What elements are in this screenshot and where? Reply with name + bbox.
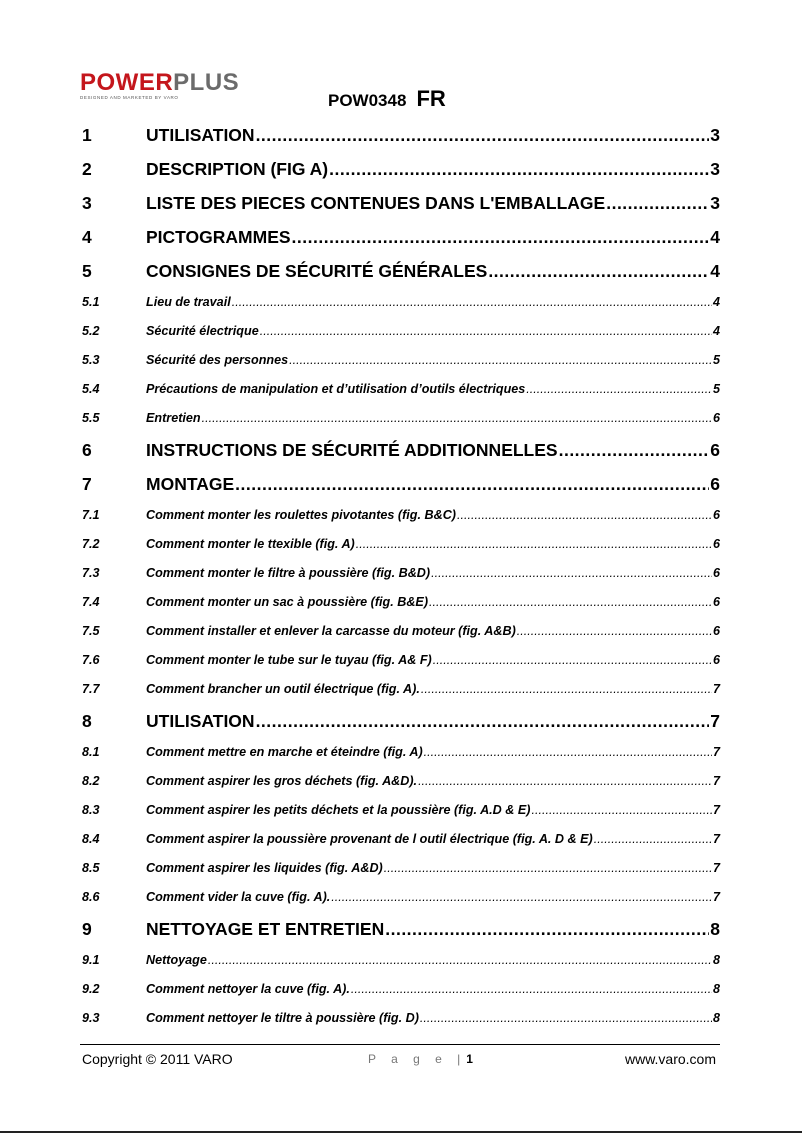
toc-entry-page: 3 [710,125,720,145]
toc-entry-section[interactable] [82,433,720,467]
toc-entry-leader [594,825,712,854]
toc-entry-page: 6 [712,566,720,580]
toc-entry-subsection[interactable] [82,501,720,530]
table-of-contents [82,118,722,1033]
toc-entry-number: 4 [82,227,92,247]
page-header [80,69,720,112]
toc-entry-title: CONSIGNES DE SÉCURITÉ GÉNÉRALES [146,261,488,281]
page-separator: | [457,1052,467,1066]
toc-entry-subsection[interactable] [82,675,720,704]
toc-entry-section[interactable] [82,704,720,738]
toc-entry-number: 7.1 [82,508,100,522]
toc-entry-leader [384,854,712,883]
toc-entry-section[interactable] [82,118,720,152]
toc-entry-number: 6 [82,440,92,460]
toc-entry-leader [559,433,710,467]
toc-entry-title: UTILISATION [146,711,255,731]
toc-entry-title: Comment monter le filtre à poussière (fig. B&D) [146,566,431,580]
toc-entry-title: Sécurité électrique [146,324,259,338]
toc-entry-title: LISTE DES PIECES CONTENUES DANS L'EMBALLAGE [146,193,606,213]
toc-entry-page: 7 [712,682,720,696]
toc-entry-number: 7.5 [82,624,100,638]
toc-entry-subsection[interactable] [82,288,720,317]
toc-entry-subsection[interactable] [82,530,720,559]
toc-entry-leader [235,467,709,501]
toc-entry-leader [429,588,712,617]
toc-entry-number: 5.2 [82,324,100,338]
toc-entry-number: 7 [82,474,92,494]
toc-entry-leader [385,912,709,946]
toc-entry-page: 6 [712,653,720,667]
toc-entry-number: 8.3 [82,803,100,817]
toc-entry-leader [292,220,710,254]
document-id [328,86,446,112]
toc-entry-leader [289,346,712,375]
toc-entry-subsection[interactable] [82,588,720,617]
toc-entry-title: PICTOGRAMMES [146,227,291,247]
toc-entry-leader [331,883,712,912]
toc-entry-title: Comment aspirer les liquides (fig. A&D) [146,861,383,875]
toc-entry-number: 9.2 [82,982,100,996]
toc-entry-page: 4 [710,227,720,247]
toc-entry-leader [329,152,709,186]
language-code: FR [416,86,446,111]
toc-entry-leader [421,675,712,704]
toc-entry-page: 6 [710,474,720,494]
toc-entry-page: 4 [712,295,720,309]
toc-entry-title: Comment monter le tube sur le tuyau (fig. A& F) [146,653,432,667]
toc-entry-subsection[interactable] [82,854,720,883]
toc-entry-section[interactable] [82,220,720,254]
page-footer [80,1044,720,1069]
toc-entry-subsection[interactable] [82,317,720,346]
toc-entry-title: Comment aspirer les gros déchets (fig. A&D). [146,774,418,788]
toc-entry-leader [418,767,712,796]
toc-entry-section[interactable] [82,912,720,946]
toc-entry-number: 5.5 [82,411,100,425]
toc-entry-page: 8 [712,1011,720,1025]
toc-entry-leader [433,646,712,675]
toc-entry-title: Comment nettoyer la cuve (fig. A). [146,982,350,996]
toc-entry-page: 7 [712,832,720,846]
toc-entry-number: 7.6 [82,653,100,667]
toc-entry-title: Comment aspirer les petits déchets et la poussière (fig. A.D & E) [146,803,531,817]
toc-entry-subsection[interactable] [82,767,720,796]
toc-entry-page: 3 [710,159,720,179]
toc-entry-number: 5 [82,261,92,281]
page-label: P a g e [368,1052,448,1066]
toc-entry-number: 3 [82,193,92,213]
toc-entry-page: 4 [710,261,720,281]
toc-entry-leader [232,288,712,317]
logo-wordmark [80,69,308,96]
powerplus-logo [80,69,308,104]
logo-power: POWER [80,69,174,96]
toc-entry-section[interactable] [82,186,720,220]
toc-entry-leader [208,946,712,975]
toc-entry-title: Comment monter un sac à poussière (fig. B&E) [146,595,429,609]
toc-entry-leader [256,704,710,738]
toc-entry-page: 8 [712,953,720,967]
toc-entry-number: 7.3 [82,566,100,580]
toc-entry-title: NETTOYAGE ET ENTRETIEN [146,919,385,939]
toc-entry-leader [517,617,712,646]
toc-entry-page: 4 [712,324,720,338]
toc-entry-section[interactable] [82,254,720,288]
toc-entry-number: 9 [82,919,92,939]
logo-plus: PLUS [173,69,240,96]
toc-entry-section[interactable] [82,467,720,501]
toc-entry-title: INSTRUCTIONS DE SÉCURITÉ ADDITIONNELLES [146,440,558,460]
toc-entry-leader [606,186,709,220]
toc-entry-page: 7 [710,711,720,731]
toc-entry-number: 9.3 [82,1011,100,1025]
toc-entry-number: 5.1 [82,295,100,309]
toc-entry-leader [488,254,709,288]
copyright-text: Copyright © 2011 VARO [82,1051,233,1067]
toc-entry-subsection[interactable] [82,946,720,975]
toc-entry-section[interactable] [82,152,720,186]
toc-entry-subsection[interactable] [82,1004,720,1033]
toc-entry-page: 6 [712,508,720,522]
toc-entry-title: Comment mettre en marche et éteindre (fig. A) [146,745,423,759]
toc-entry-page: 7 [712,861,720,875]
toc-entry-page: 5 [712,353,720,367]
toc-entry-page: 6 [712,624,720,638]
toc-entry-page: 7 [712,774,720,788]
toc-entry-subsection[interactable] [82,975,720,1004]
toc-entry-subsection[interactable] [82,346,720,375]
toc-entry-page: 3 [710,193,720,213]
toc-entry-title: Comment installer et enlever la carcasse du moteur (fig. A&B) [146,624,516,638]
toc-entry-title: Comment monter les roulettes pivotantes (fig. B&C) [146,508,456,522]
logo-tagline: DESIGNED AND MARKETED BY VARO [80,95,179,100]
toc-entry-subsection[interactable] [82,738,720,767]
toc-entry-page: 7 [712,803,720,817]
toc-entry-title: UTILISATION [146,125,255,145]
website-link[interactable]: www.varo.com [624,1051,716,1067]
toc-entry-leader [526,375,712,404]
toc-entry-number: 8.6 [82,890,100,904]
page-indicator [368,1052,473,1066]
toc-entry-title: MONTAGE [146,474,235,494]
toc-entry-title: Lieu de travail [146,295,231,309]
toc-entry-title: Comment vider la cuve (fig. A). [146,890,331,904]
toc-entry-subsection[interactable] [82,404,720,433]
toc-entry-title: Sécurité des personnes [146,353,289,367]
toc-entry-leader [457,501,712,530]
toc-entry-leader [531,796,712,825]
toc-entry-number: 2 [82,159,92,179]
toc-entry-title: DESCRIPTION (FIG A) [146,159,329,179]
toc-entry-title: Précautions de manipulation et d’utilisation d’outils électriques [146,382,526,396]
toc-entry-leader [202,404,712,433]
toc-entry-leader [420,1004,712,1033]
toc-entry-page: 6 [712,537,720,551]
toc-entry-title: Comment brancher un outil électrique (fig. A). [146,682,420,696]
toc-entry-number: 8.1 [82,745,100,759]
toc-entry-page: 6 [712,411,720,425]
toc-entry-page: 7 [712,745,720,759]
toc-entry-subsection[interactable] [82,883,720,912]
toc-entry-number: 9.1 [82,953,100,967]
toc-entry-title: Entretien [146,411,201,425]
toc-entry-leader [260,317,712,346]
toc-entry-page: 6 [712,595,720,609]
toc-entry-page: 8 [712,982,720,996]
toc-entry-number: 5.4 [82,382,100,396]
page-number: 1 [466,1052,473,1066]
toc-entry-number: 7.2 [82,537,100,551]
toc-entry-subsection[interactable] [82,617,720,646]
toc-entry-leader [431,559,712,588]
toc-entry-page: 8 [710,919,720,939]
toc-entry-leader [356,530,712,559]
bottom-divider [0,1131,802,1133]
toc-entry-number: 8.2 [82,774,100,788]
toc-entry-number: 8 [82,711,92,731]
toc-entry-page: 7 [712,890,720,904]
toc-entry-subsection[interactable] [82,796,720,825]
toc-entry-title: Comment monter le ttexible (fig. A) [146,537,355,551]
toc-entry-page: 6 [710,440,720,460]
toc-entry-title: Comment aspirer la poussière provenant de l outil électrique (fig. A. D & E) [146,832,593,846]
toc-entry-subsection[interactable] [82,375,720,404]
toc-entry-title: Comment nettoyer le tiltre à poussière (fig. D) [146,1011,419,1025]
toc-entry-leader [351,975,712,1004]
toc-entry-subsection[interactable] [82,825,720,854]
toc-entry-number: 8.4 [82,832,100,846]
toc-entry-number: 7.7 [82,682,100,696]
model-number: POW0348 [328,91,407,110]
toc-entry-number: 7.4 [82,595,100,609]
toc-entry-number: 1 [82,125,92,145]
toc-entry-number: 8.5 [82,861,100,875]
toc-entry-leader [424,738,712,767]
toc-entry-page: 5 [712,382,720,396]
toc-entry-subsection[interactable] [82,646,720,675]
toc-entry-title: Nettoyage [146,953,207,967]
toc-entry-leader [256,118,710,152]
toc-entry-number: 5.3 [82,353,100,367]
toc-entry-subsection[interactable] [82,559,720,588]
